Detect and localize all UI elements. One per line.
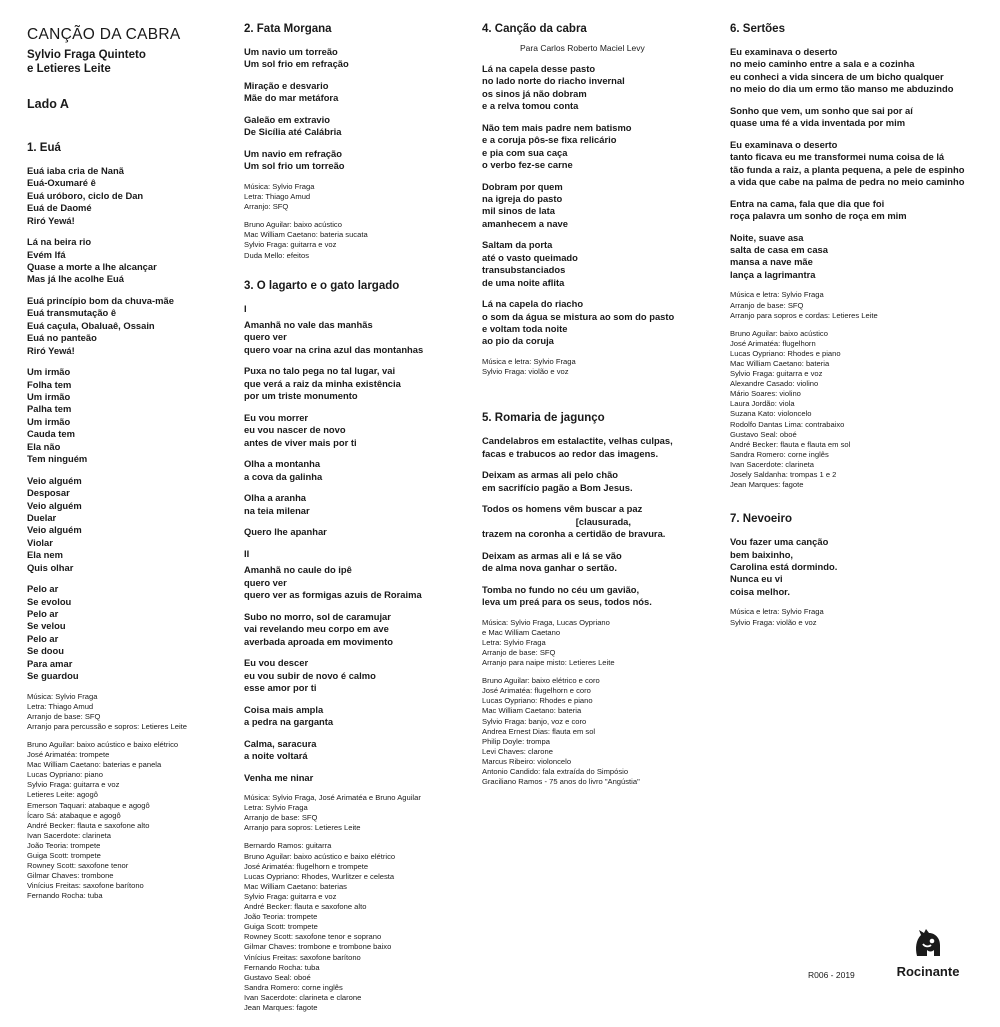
song-sertoes — [730, 22, 985, 490]
lyric-line: quero ver as formigas azuis de Roraima — [244, 589, 422, 601]
credit-line: Mário Soares: violino — [730, 389, 801, 399]
lyric-line: Quase a morte a lhe alcançar — [27, 261, 157, 273]
lyric-line: Dobram por quem — [482, 180, 563, 192]
lyric-line: Evém Ifá — [27, 248, 66, 260]
lyric-line: Olha a aranha — [244, 492, 307, 504]
lyric-line: em sacrifício pagão a Bom Jesus. — [482, 481, 633, 493]
song-nevoeiro — [730, 512, 985, 627]
column-3 — [482, 22, 712, 801]
lyric-stanza — [482, 469, 712, 494]
lyric-stanza — [482, 63, 712, 113]
credit-line: Música e letra: Sylvio Fraga — [730, 607, 824, 617]
album-artist-line-1: Sylvio Fraga Quinteto — [27, 49, 146, 61]
song-title: 2. Fata Morgana — [244, 23, 332, 35]
credit-line: Rowney Scott: saxofone tenor — [27, 861, 129, 871]
song-title: 1. Euá — [27, 142, 61, 154]
credit-line: Ivan Sacerdote: clarineta — [27, 830, 112, 840]
lyric-line: Puxa no talo pega no tal lugar, vai — [244, 365, 396, 377]
lyric-line: eu vou nascer de novo — [244, 424, 346, 436]
lyric-line: Um irmão — [27, 415, 71, 427]
lyric-line: quero ver — [244, 576, 287, 588]
credit-line: Ivan Sacerdote: clarineta — [730, 459, 815, 469]
credit-line: Arranjo para percussão e sopros: Letieres Leite — [27, 721, 187, 731]
lyric-line: Lá na capela do riacho — [482, 298, 584, 310]
credit-line: Mac William Caetano: baterias e panela — [27, 760, 162, 770]
lyric-line: Candelabros em estalactite, velhas culpas, — [482, 435, 673, 447]
credits-block — [27, 692, 227, 732]
credit-line: Emerson Taquari: atabaque e agogô — [27, 800, 150, 810]
credit-line: Música: Sylvio Fraga, José Arimatéa e Bruno Aguilar — [244, 793, 421, 803]
credit-line: Mac William Caetano: bateria sucata — [244, 230, 368, 240]
credit-line: Bruno Aguilar: baixo acústico e baixo elétrico — [244, 851, 396, 861]
lyric-stanza — [482, 550, 712, 575]
credit-line: Arranjo de base: SFQ — [27, 711, 101, 721]
credit-line: Gustavo Seal: oboé — [244, 972, 311, 982]
lyric-line: Ela nem — [27, 549, 63, 561]
credits-block — [482, 618, 712, 668]
lyric-line: tanto ficava eu me transformei numa coisa de lá — [730, 151, 945, 163]
catalog-number: R006 - 2019 — [808, 970, 855, 980]
credit-line: Arranjo: SFQ — [244, 202, 289, 212]
lyric-line: Um sol frio em refração — [244, 58, 349, 70]
credit-line: André Becker: flauta e saxofone alto — [244, 902, 367, 912]
credit-line: Letra: Sylvio Fraga — [482, 637, 546, 647]
credits-block — [244, 841, 464, 1013]
lyric-line: a cova da galinha — [244, 470, 323, 482]
lyric-stanza — [244, 46, 464, 71]
lyric-stanza — [730, 46, 985, 96]
lyric-line: quase uma fé a vida inventada por mim — [730, 117, 906, 129]
credit-line: José Arimatéa: flugelhorn — [730, 338, 816, 348]
album-title: CANÇÃO DA CABRA — [27, 26, 181, 43]
credit-line: Letra: Thiago Amud — [244, 192, 311, 202]
lyric-line: Folha tem — [27, 378, 72, 390]
credit-line: Música: Sylvio Fraga — [27, 691, 98, 701]
credit-line: Levi Chaves: clarone — [482, 746, 553, 756]
song-romaria-de-jagunco — [482, 411, 712, 787]
lyric-line: na igreja do pasto — [482, 193, 563, 205]
credit-line: Mac William Caetano: bateria — [482, 706, 582, 716]
credit-line: Alexandre Casado: violino — [730, 379, 819, 389]
lyric-line: o som da água se mistura ao som do pasto — [482, 310, 675, 322]
lyric-stanza — [730, 105, 985, 130]
credit-line: Letra: Sylvio Fraga — [244, 803, 308, 813]
lyric-stanza — [244, 738, 464, 763]
credit-line: Rodolfo Dantas Lima: contrabaixo — [730, 419, 845, 429]
lyric-line: Calma, saracura — [244, 737, 317, 749]
credit-line: Lucas Oypriano: piano — [27, 770, 103, 780]
lyric-line: mansa a nave mãe — [730, 256, 813, 268]
credits-block — [730, 290, 985, 320]
song-euá — [27, 141, 227, 901]
lyric-line: Sonho que vem, um sonho que sai por aí — [730, 104, 913, 116]
credit-line: Bruno Aguilar: baixo acústico — [730, 328, 828, 338]
lyric-stanza — [730, 232, 985, 282]
lyric-line: Euá no panteão — [27, 332, 97, 344]
credit-line: Sylvio Fraga: violão e voz — [730, 617, 817, 627]
credit-line: Mac William Caetano: bateria — [730, 359, 830, 368]
lyric-line: Subo no morro, sol de caramujar — [244, 610, 391, 622]
credit-line: Rowney Scott: saxofone tenor e soprano — [244, 932, 382, 942]
song-fata-morgana — [244, 22, 464, 261]
credit-line: Lucas Oypriano: Rhodes, Wurlitzer e celesta — [244, 871, 395, 881]
credit-line: Lucas Oypriano: Rhodes e piano — [482, 696, 593, 706]
lyric-line: quero voar na crina azul das montanhas — [244, 343, 424, 355]
credit-line: Música: Sylvio Fraga, Lucas Oypriano — [482, 617, 610, 627]
lyric-line: Veio alguém — [27, 524, 82, 536]
credit-line: Sylvio Fraga: guitarra e voz — [244, 891, 337, 901]
lyric-line: coisa melhor. — [730, 585, 790, 597]
credit-line: Arranjo para naipe misto: Letieres Leite — [482, 658, 615, 668]
credit-line: Sylvio Fraga: banjo, voz e coro — [482, 716, 587, 726]
lyric-stanza — [482, 435, 712, 460]
song-o-lagarto-e-o-gato-largado — [244, 279, 464, 1013]
credit-line: Gilmar Chaves: trombone e trombone baixo — [244, 942, 392, 952]
credit-line: Sandra Romero: corne inglês — [244, 982, 343, 992]
lyric-stanza — [244, 564, 464, 601]
lyric-stanza — [244, 319, 464, 356]
lyric-stanza — [730, 139, 985, 189]
credit-line: Fernando Rocha: tuba — [244, 962, 320, 972]
lyric-stanza — [27, 583, 227, 682]
credit-line: Gilmar Chaves: trombone — [27, 871, 114, 881]
credits-block — [482, 676, 712, 787]
credit-line: Sylvio Fraga: guitarra e voz — [730, 369, 823, 379]
lyric-stanza — [482, 503, 712, 540]
lyric-line: e voltam toda noite — [482, 323, 568, 335]
lyric-line: Eu examinava o deserto — [730, 46, 838, 57]
lyric-line: Lá na capela desse pasto — [482, 63, 596, 74]
credit-line: Graciliano Ramos - 75 anos do livro "Angústia" — [482, 777, 640, 787]
lyric-line: Euá princípio bom da chuva-mãe — [27, 295, 174, 307]
credit-line: Antonio Candido: fala extraída do Simpósio — [482, 766, 629, 776]
credit-line: José Arimatéa: flugelhorn e coro — [482, 686, 591, 696]
lyric-line: lança a lagrimantra — [730, 268, 816, 280]
credit-line: Lucas Oypriano: Rhodes e piano — [730, 348, 841, 358]
credits-block — [27, 740, 227, 902]
lyric-stanza — [244, 611, 464, 648]
credit-line: Arranjo para sopros e cordas: Letieres Leite — [730, 310, 878, 320]
lyric-line: Quero lhe apanhar — [244, 526, 327, 538]
lyric-line: Carolina está dormindo. — [730, 561, 838, 573]
lyric-stanza — [482, 181, 712, 231]
lyric-line: na teia milenar — [244, 504, 310, 516]
side-label: Lado A — [27, 97, 69, 111]
credit-line: Arranjo de base: SFQ — [244, 813, 318, 823]
lyric-line: Um navio em refração — [244, 148, 342, 159]
credit-line: Música e letra: Sylvio Fraga — [482, 357, 576, 367]
column-2 — [244, 22, 464, 1027]
credit-line: Sylvio Fraga: guitarra e voz — [27, 780, 120, 790]
credit-line: Música e letra: Sylvio Fraga — [730, 290, 824, 300]
lyric-stanza — [27, 295, 227, 357]
column-4 — [730, 22, 985, 642]
song-cancao-da-cabra — [482, 22, 712, 377]
lyric-stanza — [244, 657, 464, 694]
lyric-line: Veio alguém — [27, 499, 82, 511]
lyric-stanza — [244, 365, 464, 402]
lyric-line: Noite, suave asa — [730, 231, 804, 243]
lyric-stanza — [244, 772, 464, 784]
lyric-line: eu vou subir de novo é calmo — [244, 669, 376, 681]
song-title: 3. O lagarto e o gato largado — [244, 279, 400, 292]
lyric-line: quero ver — [244, 331, 287, 343]
credits-block — [244, 793, 464, 833]
lyric-line: esse amor por ti — [244, 681, 317, 693]
credit-line: Arranjo de base: SFQ — [730, 300, 804, 310]
part-marker: II — [244, 547, 250, 559]
label-logo — [896, 926, 960, 979]
credit-line: Jean Marques: fagote — [730, 480, 804, 490]
lyric-line: Eu vou descer — [244, 657, 309, 669]
lyric-line: transubstanciados — [482, 264, 566, 276]
lyric-line: averbada aproada em movimento — [244, 635, 394, 647]
lyric-line: Coisa mais ampla — [244, 703, 324, 715]
lyric-line: mil sinos de lata — [482, 205, 555, 217]
credit-line: Arranjo para sopros: Letieres Leite — [244, 823, 361, 833]
lyric-stanza — [482, 122, 712, 172]
lyric-line: Um irmão — [27, 391, 71, 403]
lyric-line: Desposar — [27, 487, 70, 499]
credit-line: Gustavo Seal: oboé — [730, 429, 797, 439]
lyric-line: Todos os homens vêm buscar a paz — [482, 503, 643, 515]
lyric-line: De Sicília até Calábria — [244, 126, 342, 138]
credit-line: Sylvio Fraga: guitarra e voz — [244, 240, 337, 250]
lyric-line: leva um preá para os seus, todos nós. — [482, 596, 652, 608]
lyric-line: Riró Yewá! — [27, 214, 75, 226]
credits-block — [730, 607, 985, 627]
credit-line: Andrea Ernest Dias: flauta em sol — [482, 726, 596, 736]
lyric-line: Mãe do mar metáfora — [244, 92, 339, 104]
lyric-line: Ela não — [27, 440, 61, 452]
lyric-line: Amanhã no vale das manhãs — [244, 319, 373, 331]
lyric-line: Eu examinava o deserto — [730, 138, 838, 150]
song-dedication: Para Carlos Roberto Maciel Levy — [520, 43, 645, 53]
lyric-line: no meio do dia um ermo tão manso me abduzindo — [730, 83, 954, 95]
lyric-line: Euá transmutação ê — [27, 307, 117, 319]
credit-line: Letra: Thiago Amud — [27, 701, 94, 711]
lyric-line: ao pio da coruja — [482, 335, 554, 347]
credit-line: Guiga Scott: trompete — [244, 922, 318, 932]
lyric-stanza — [27, 475, 227, 574]
lyric-line: amanhecem a nave — [482, 217, 568, 229]
lyric-stanza — [27, 236, 227, 286]
lyric-line: Pelo ar — [27, 583, 59, 595]
lyric-line: Tem ninguém — [27, 453, 88, 465]
credit-line: João Teoria: trompete — [27, 840, 101, 850]
label-name: Rocinante — [896, 964, 960, 979]
lyric-stanza — [244, 114, 464, 139]
lyric-line: Saltam da porta — [482, 239, 553, 251]
lyric-line: a pedra na garganta — [244, 715, 334, 727]
credit-line: Suzana Kato: violoncelo — [730, 409, 812, 419]
lyric-line: até o vasto queimado — [482, 251, 578, 263]
credit-line: Josely Saldanha: trompas 1 e 2 — [730, 470, 837, 480]
credit-line: Arranjo de base: SFQ — [482, 647, 556, 657]
lyric-stanza — [482, 239, 712, 289]
lyric-line: antes de viver mais por ti — [244, 436, 357, 448]
lyric-line: tão funda a raiz, a planta pequena, a pele de espinho — [730, 163, 965, 175]
lyric-stanza — [482, 298, 712, 348]
song-title: 5. Romaria de jagunço — [482, 412, 605, 425]
lyric-line: Pelo ar — [27, 632, 59, 644]
lyric-line: Um navio um torreão — [244, 46, 338, 57]
lyric-line: eu conheci a vida sincera de um bicho qualquer — [730, 70, 944, 82]
lyric-line: roça palavra um sonho de roça em mim — [730, 210, 907, 222]
lyric-line: os sinos já não dobram — [482, 87, 587, 99]
lyric-line: Duelar — [27, 511, 57, 523]
lyric-line: trazem na coronha a certidão de bravura. — [482, 528, 666, 540]
lyric-stanza — [244, 704, 464, 729]
credit-line: Jean Marques: fagote — [244, 1002, 318, 1012]
lyric-line: vai revelando meu corpo em ave — [244, 623, 389, 635]
lyric-line: Miração e desvario — [244, 80, 329, 91]
lyric-line: Lá na beira rio — [27, 236, 92, 248]
lyric-line: Venha me ninar — [244, 771, 314, 783]
lyric-stanza — [27, 366, 227, 465]
lyric-line: Veio alguém — [27, 474, 82, 486]
credit-line: Vinícius Freitas: saxofone barítono — [27, 881, 144, 891]
lyric-line: bem baixinho, — [730, 548, 794, 560]
credit-line: Bernardo Ramos: guitarra — [244, 841, 332, 851]
credit-line: e Mac William Caetano — [482, 627, 561, 637]
lyric-line: Eu vou morrer — [244, 411, 309, 423]
lyric-line: Não tem mais padre nem batismo — [482, 121, 632, 133]
lyric-line: por um triste monumento — [244, 390, 358, 402]
lyric-line: Euá de Daomé — [27, 202, 92, 214]
lyric-line: Mas já lhe acolhe Euá — [27, 273, 124, 285]
lyric-line: de alma nova ganhar o sertão. — [482, 562, 617, 574]
part-marker: I — [244, 302, 247, 314]
lyric-line: Se doou — [27, 645, 64, 657]
credit-line: Bruno Aguilar: baixo elétrico e coro — [482, 676, 600, 686]
lyric-line: Vou fazer uma canção — [730, 536, 829, 548]
credit-line: Vinícius Freitas: saxofone barítono — [244, 952, 361, 962]
lyric-line: no meio caminho entre a sala e a cozinha — [730, 58, 915, 70]
lyric-line: Um irmão — [27, 366, 71, 378]
credit-line: José Arimatéa: trompete — [27, 750, 110, 760]
lyric-stanza — [730, 536, 985, 598]
credit-line: Letieres Leite: agogô — [27, 790, 98, 800]
lyric-line: Euá iaba cria de Nanã — [27, 165, 124, 176]
lyric-line: [clausurada, — [482, 515, 631, 527]
lyric-stanza — [244, 526, 464, 538]
credits-block — [730, 329, 985, 491]
rocinante-horse-logo-icon — [896, 926, 960, 960]
lyric-line: salta de casa em casa — [730, 244, 828, 256]
credit-line: Duda Mello: efeitos — [244, 250, 310, 260]
credit-line: Sandra Romero: corne inglês — [730, 449, 829, 459]
lyric-line: Se guardou — [27, 669, 79, 681]
credit-line: Philip Doyle: trompa — [482, 736, 550, 746]
lyric-line: Nunca eu vi — [730, 573, 783, 585]
song-title: 6. Sertões — [730, 23, 785, 35]
lyric-stanza — [244, 412, 464, 449]
credits-block — [244, 220, 464, 260]
credit-line: Música: Sylvio Fraga — [244, 182, 315, 191]
credit-line: Ícaro Sá: atabaque e agogô — [27, 810, 121, 820]
lyric-line: Tomba no fundo no céu um gavião, — [482, 583, 640, 595]
lyric-line: o verbo fez-se carne — [482, 159, 573, 171]
lyric-line: Deixam as armas ali e lá se vão — [482, 549, 622, 561]
lyric-line: Um sol frio um torreão — [244, 160, 345, 172]
lyric-line: Para amar — [27, 657, 73, 669]
lyric-stanza — [244, 492, 464, 517]
credit-line: Sylvio Fraga: violão e voz — [482, 367, 569, 377]
credit-line: Laura Jordão: viola — [730, 399, 795, 409]
lyric-line: Olha a montanha — [244, 458, 321, 470]
lyric-line: Se velou — [27, 620, 66, 632]
lyric-line: Violar — [27, 536, 53, 548]
lyric-line: Amanhã no caule do ipê — [244, 564, 352, 576]
credit-line: Guiga Scott: trompete — [27, 850, 101, 860]
credit-line: João Teoria: trompete — [244, 912, 318, 922]
credit-line: José Arimatéa: flugelhorn e trompete — [244, 861, 369, 871]
lyric-stanza — [482, 584, 712, 609]
lyric-line: Palha tem — [27, 403, 72, 415]
credit-line: Ivan Sacerdote: clarineta e clarone — [244, 992, 362, 1002]
lyric-line: Galeão em extravio — [244, 114, 330, 125]
lyric-stanza — [27, 165, 227, 227]
lyric-stanza — [244, 458, 464, 483]
lyric-line: a vida que cabe na palma de pedra no meio caminho — [730, 176, 965, 188]
credits-block — [482, 357, 712, 377]
credit-line: Marcus Ribeiro: violoncelo — [482, 756, 572, 766]
lyric-stanza — [730, 198, 985, 223]
lyric-line: Euá uróboro, ciclo de Dan — [27, 189, 144, 201]
lyric-line: de uma noite aflita — [482, 276, 565, 288]
lyric-line: Pelo ar — [27, 607, 59, 619]
album-artist-line-2: e Letieres Leite — [27, 63, 111, 75]
credit-line: André Becker: flauta e flauta em sol — [730, 439, 851, 449]
lyric-line: e a coruja pôs-se fixa relicário — [482, 134, 617, 146]
lyric-stanza — [244, 148, 464, 173]
lyric-line: a noite voltará — [244, 749, 308, 761]
lyric-line: e pia com sua caça — [482, 146, 568, 158]
credit-line: André Becker: flauta e saxofone alto — [27, 820, 150, 830]
lyric-line: Riró Yewá! — [27, 344, 75, 356]
lyric-line: Quis olhar — [27, 561, 74, 573]
credit-line: Mac William Caetano: baterias — [244, 881, 347, 891]
lyric-line: e a relva tomou conta — [482, 100, 579, 112]
credits-block — [244, 182, 464, 212]
song-title: 7. Nevoeiro — [730, 513, 792, 526]
credit-line: Bruno Aguilar: baixo acústico e baixo elétrico — [27, 739, 179, 749]
credit-line: Bruno Aguilar: baixo acústico — [244, 220, 342, 230]
lyric-line: Se evolou — [27, 595, 72, 607]
lyric-line: Cauda tem — [27, 428, 75, 440]
credit-line: Fernando Rocha: tuba — [27, 891, 103, 901]
lyric-line: Euá caçula, Obaluaê, Ossain — [27, 319, 155, 331]
song-title: 4. Canção da cabra — [482, 23, 587, 35]
lyric-line: Euá-Oxumaré ê — [27, 177, 96, 189]
lyric-line: no lado norte do riacho invernal — [482, 75, 625, 87]
lyric-line: facas e trabucos ao redor das imagens. — [482, 447, 659, 459]
lyric-stanza — [244, 80, 464, 105]
lyric-line: Entra na cama, fala que dia que foi — [730, 197, 885, 209]
column-1 — [27, 22, 227, 915]
lyric-line: Deixam as armas ali pelo chão — [482, 469, 619, 481]
lyric-line: que verá a raiz da minha existência — [244, 377, 401, 389]
